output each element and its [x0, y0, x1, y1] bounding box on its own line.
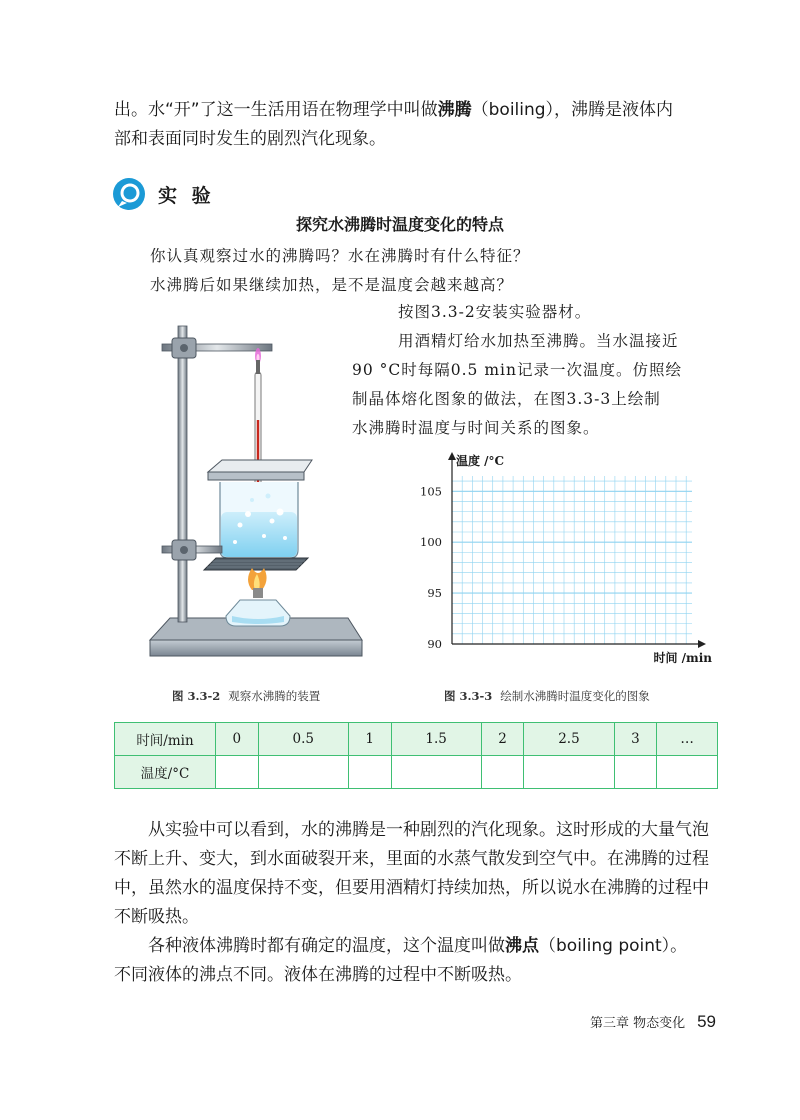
table-cell-time: 1.5 — [391, 723, 481, 756]
body-paragraph-2 — [114, 932, 722, 961]
chart-grid — [452, 476, 692, 644]
chapter-label: 第三章 物态变化 — [589, 1016, 686, 1031]
caption-apparatus-text: 观察水沸腾的装置 — [228, 689, 321, 703]
instruction-line-1: 按图3.3-2安装实验器材。 — [398, 303, 592, 321]
experiment-label: 实 验 — [158, 184, 215, 207]
body-p2-text-a: 各种液体沸腾时都有确定的温度，这个温度叫做 — [148, 936, 505, 956]
temperature-time-chart — [408, 452, 728, 670]
instruction-line-2: 用酒精灯给水加热至沸腾。当水温接近 — [398, 332, 679, 350]
term-boiling: 沸腾 — [437, 100, 472, 120]
table-cell-time: 3 — [614, 723, 657, 756]
temperature-record-table — [114, 722, 718, 789]
speech-bubble-icon — [112, 177, 146, 211]
table-cell-temperature — [258, 756, 348, 789]
table-cell-temperature — [614, 756, 657, 789]
x-axis-title: 时间 /min — [653, 651, 712, 665]
table-cell-temperature — [348, 756, 391, 789]
table-header-temperature: 温度/°C — [115, 756, 216, 789]
body-p2-text-b: （boiling point）。 — [539, 936, 688, 956]
y-tick-labels — [420, 484, 442, 651]
caption-graph — [444, 688, 650, 704]
instruction-line-3: 90 °C时每隔0.5 min记录一次温度。仿照绘 — [352, 361, 682, 379]
table-cell-time: 2 — [481, 723, 524, 756]
caption-apparatus-num: 图 3.3-2 — [172, 689, 221, 703]
table-row-temperature — [115, 756, 718, 789]
y-axis-arrow — [448, 452, 456, 460]
table-cell-temperature — [391, 756, 481, 789]
caption-graph-text: 绘制水沸腾时温度变化的图象 — [500, 689, 650, 703]
table-cell-time: … — [657, 723, 718, 756]
y-tick-label: 100 — [420, 535, 442, 550]
x-axis-arrow — [698, 640, 706, 648]
boiling-apparatus-illustration — [140, 300, 370, 680]
intro-line2: 部和表面同时发生的剧烈汽化现象。 — [114, 129, 386, 149]
body-paragraph-2-cont: 不同液体的沸点不同。液体在沸腾的过程中不断吸热。 — [114, 965, 522, 985]
question-2: 水沸腾后如果继续加热，是不是温度会越来越高？ — [150, 276, 514, 294]
instructions — [352, 298, 724, 443]
body-text — [114, 816, 722, 990]
table-cell-time: 1 — [348, 723, 391, 756]
caption-graph-num: 图 3.3-3 — [444, 689, 493, 703]
instruction-line-4: 制晶体熔化图象的做法，在图3.3-3上绘制 — [352, 390, 661, 408]
table-cell-time: 2.5 — [524, 723, 614, 756]
y-tick-label: 105 — [420, 484, 442, 499]
intro-paragraph — [114, 96, 722, 154]
term-boiling-point: 沸点 — [505, 936, 539, 956]
table-cell-temperature — [216, 756, 259, 789]
table-cell-time: 0.5 — [258, 723, 348, 756]
y-axis-title: 温度 /°C — [456, 454, 505, 468]
intro-text-b: （boiling），沸腾是液体内 — [471, 100, 674, 120]
y-tick-label: 95 — [427, 586, 442, 601]
intro-text-a: 出。水“开”了这一生活用语在物理学中叫做 — [114, 100, 438, 120]
question-1: 你认真观察过水的沸腾吗？水在沸腾时有什么特征？ — [150, 247, 530, 265]
table-header-time: 时间/min — [115, 723, 216, 756]
table-cell-time: 0 — [216, 723, 259, 756]
body-paragraph-1: 从实验中可以看到，水的沸腾是一种剧烈的汽化现象。这时形成的大量气泡不断上升、变大，到水面破裂开来，里面的水蒸气散发到空气中。在沸腾的过程中，虽然水的温度保持不变，但要用酒精灯持续加热，所以说水在沸腾的过程中不断吸热。 — [114, 820, 709, 927]
y-tick-label: 90 — [427, 637, 442, 651]
page-number: 59 — [697, 1012, 716, 1031]
experiment-header — [112, 176, 215, 212]
table-cell-temperature — [481, 756, 524, 789]
table-cell-temperature — [524, 756, 614, 789]
instruction-line-5: 水沸腾时温度与时间关系的图象。 — [352, 419, 600, 437]
chart-axes — [448, 452, 706, 648]
caption-apparatus — [172, 688, 320, 704]
experiment-title: 探究水沸腾时温度变化的特点 — [295, 215, 504, 234]
table-row-time — [115, 723, 718, 756]
page-footer — [590, 1012, 716, 1032]
table-cell-temperature — [657, 756, 718, 789]
